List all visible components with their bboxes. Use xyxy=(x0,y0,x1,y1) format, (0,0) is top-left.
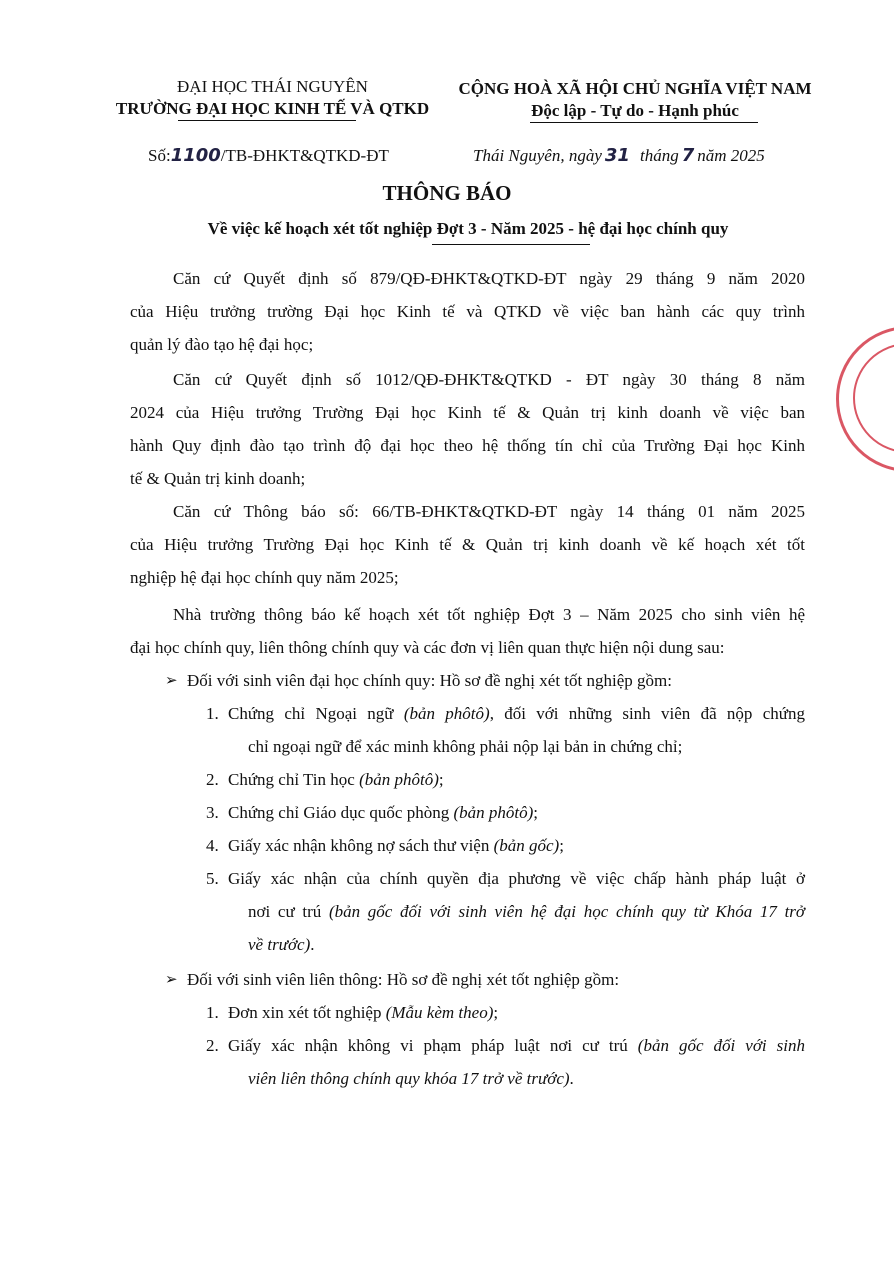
paragraph-1: Căn cứ Quyết định số 879/QĐ-ĐHKT&QTKD-ĐT ngày 29 tháng 9 năm 2020 của Hiệu trưởng trường Đại học Kinh tế và QTKD về việc ban hành các quy trình quản lý đào tạo hệ đại học; xyxy=(130,269,805,354)
handwritten-month: 7 xyxy=(681,145,695,166)
section-heading: Đối với sinh viên đại học chính quy: Hồ sơ đề nghị xét tốt nghiệp gồm: xyxy=(187,671,672,690)
national-motto: Độc lập - Tự do - Hạnh phúc xyxy=(531,101,739,120)
national-header xyxy=(440,78,830,122)
paragraph-2: Căn cứ Quyết định số 1012/QĐ-ĐHKT&QTKD - ĐT ngày 30 tháng 8 năm 2024 của Hiệu trưởng Trường Đại học Kinh tế & Quản trị kinh doanh về việc ban hành Quy định đào tạo trình độ đại học theo hệ thống tín chỉ của Trường Đại học Kinh tế & Quản trị kinh doanh; xyxy=(130,370,805,488)
list-item: 2. Giấy xác nhận không vi phạm pháp luật nơi cư trú (bản gốc đối với sinh viên liên thông chính quy khóa 17 trở về trước). xyxy=(206,1036,805,1088)
paragraph-4: Nhà trường thông báo kế hoạch xét tốt nghiệp Đợt 3 – Năm 2025 cho sinh viên hệ đại học chính quy, liên thông chính quy và các đơn vị liên quan thực hiện nội dung sau: xyxy=(130,605,805,657)
section-transfer-students xyxy=(130,963,805,996)
arrow-bullet-icon: ➢ xyxy=(165,970,178,988)
document-number: Số:1100/TB-ĐHKT&QTKD-ĐT xyxy=(148,145,389,166)
seal-inner-ring xyxy=(853,343,894,453)
parent-agency: ĐẠI HỌC THÁI NGUYÊN xyxy=(177,77,368,96)
issue-date: Thái Nguyên, ngày 31 tháng 7 năm 2025 xyxy=(473,145,765,166)
handwritten-number: 1100 xyxy=(170,145,221,166)
motto-underline xyxy=(530,122,758,123)
paragraph-3: Căn cứ Thông báo số: 66/TB-ĐHKT&QTKD-ĐT ngày 14 tháng 01 năm 2025 của Hiệu trưởng Trường Đại học Kinh tế & Quản trị kinh doanh về kế hoạch xét tốt nghiệp hệ đại học chính quy năm 2025; xyxy=(130,502,805,587)
document-subtitle: Về việc kế hoạch xét tốt nghiệp Đợt 3 - Năm 2025 - hệ đại học chính quy xyxy=(207,219,729,238)
list-item: 2. Chứng chỉ Tin học (bản phôtô); xyxy=(206,770,444,789)
issuing-agency: TRƯỜNG ĐẠI HỌC KINH TẾ VÀ QTKD xyxy=(115,99,430,118)
document-title: THÔNG BÁO xyxy=(382,181,512,205)
agency-header xyxy=(105,76,440,120)
red-seal-stamp xyxy=(836,326,894,472)
national-title: CỘNG HOÀ XÃ HỘI CHỦ NGHĨA VIỆT NAM xyxy=(458,79,812,98)
section-heading: Đối với sinh viên liên thông: Hồ sơ đề nghị xét tốt nghiệp gồm: xyxy=(187,970,620,989)
section-regular-students xyxy=(130,664,805,697)
agency-underline xyxy=(178,120,356,121)
list-item: 4. Giấy xác nhận không nợ sách thư viện (bản gốc); xyxy=(206,836,564,855)
list-item: 1. Đơn xin xét tốt nghiệp (Mẫu kèm theo); xyxy=(206,1003,499,1022)
arrow-bullet-icon: ➢ xyxy=(165,671,178,689)
list-item: 5. Giấy xác nhận của chính quyền địa phương về việc chấp hành pháp luật ở nơi cư trú (bản gốc đối với sinh viên hệ đại học chính quy từ Khóa 17 trở về trước). xyxy=(206,869,805,954)
handwritten-day: 31 xyxy=(604,145,630,166)
document-body xyxy=(130,262,805,1095)
list-item: 3. Chứng chỉ Giáo dục quốc phòng (bản phôtô); xyxy=(206,803,538,822)
list-item: 1. Chứng chỉ Ngoại ngữ (bản phôtô), đối với những sinh viên đã nộp chứng chỉ ngoại ngữ để xác minh không phải nộp lại bản in chứng chỉ; xyxy=(206,704,805,756)
subtitle-underline xyxy=(432,244,590,245)
